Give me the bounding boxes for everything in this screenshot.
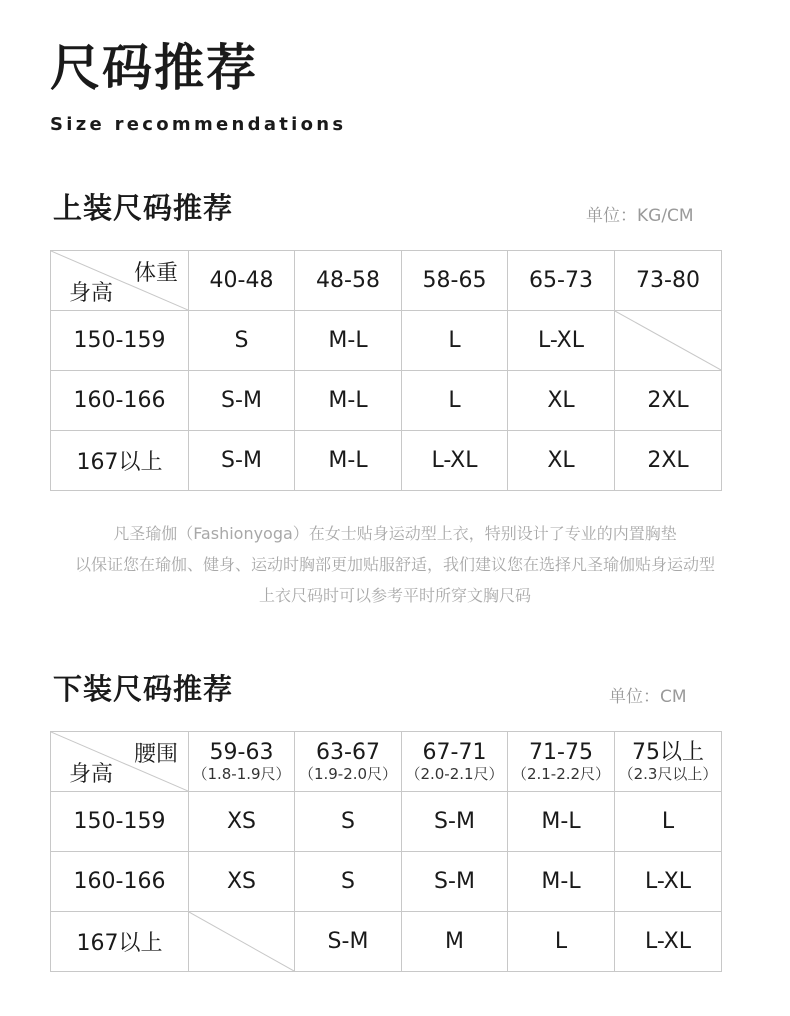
column-header	[615, 732, 722, 792]
corner-header-cell	[51, 251, 189, 311]
size-cell: S	[189, 311, 295, 371]
column-header-range: 59-63	[209, 739, 274, 765]
diagonal-line	[189, 912, 294, 971]
weight-header-label: 体重	[133, 261, 178, 286]
size-cell: S	[295, 852, 402, 912]
column-header: 73-80	[615, 251, 722, 311]
size-cell: XL	[508, 431, 615, 491]
page-subtitle: Size recommendations	[50, 114, 347, 135]
size-cell: S-M	[189, 371, 295, 431]
empty-size-cell	[615, 311, 722, 371]
column-header	[508, 732, 615, 792]
size-cell: S-M	[295, 912, 402, 972]
table-row	[51, 912, 722, 972]
size-cell: 2XL	[615, 431, 722, 491]
size-cell: S	[295, 792, 402, 852]
size-cell: M-L	[295, 431, 402, 491]
table-header-row	[51, 732, 722, 792]
size-cell: XS	[189, 852, 295, 912]
note-line: 上衣尺码时可以参考平时所穿文胸尺码	[258, 586, 531, 605]
size-cell: L	[615, 792, 722, 852]
column-header-chi: （2.0-2.1尺）	[405, 764, 504, 783]
table-header-row	[51, 251, 722, 311]
empty-size-cell	[189, 912, 295, 972]
column-header-chi: （1.8-1.9尺）	[192, 764, 291, 783]
column-header-range: 67-71	[422, 739, 487, 765]
row-header: 167以上	[51, 912, 189, 972]
column-header-chi: （2.3尺以上）	[618, 764, 718, 783]
row-header: 167以上	[51, 431, 189, 491]
size-cell: XL	[508, 371, 615, 431]
table-row	[51, 852, 722, 912]
size-cell: S-M	[402, 852, 508, 912]
fit-note	[0, 518, 790, 611]
bottom-size-table	[50, 731, 722, 972]
size-cell: XS	[189, 792, 295, 852]
row-header: 150-159	[51, 792, 189, 852]
column-header-chi: （1.9-2.0尺）	[298, 764, 398, 783]
size-cell: L	[508, 912, 615, 972]
page-title: 尺码推荐	[50, 39, 258, 97]
height-header-label: 身高	[69, 281, 114, 306]
size-cell: L-XL	[615, 912, 722, 972]
size-cell: L-XL	[402, 431, 508, 491]
height-header-label: 身高	[69, 762, 114, 787]
size-cell: M-L	[295, 311, 402, 371]
size-cell: M-L	[508, 852, 615, 912]
table-row	[51, 792, 722, 852]
column-header: 65-73	[508, 251, 615, 311]
column-header: 48-58	[295, 251, 402, 311]
column-header-range: 75以上	[632, 739, 704, 765]
bottom-section-title: 下装尺码推荐	[53, 672, 234, 706]
size-cell: S-M	[189, 431, 295, 491]
column-header-range: 71-75	[529, 739, 593, 765]
size-cell: M-L	[295, 371, 402, 431]
diagonal-line	[615, 311, 721, 370]
row-header: 160-166	[51, 371, 189, 431]
size-cell: 2XL	[615, 371, 722, 431]
column-header	[295, 732, 402, 792]
size-cell: L	[402, 311, 508, 371]
corner-header-cell	[51, 732, 189, 792]
column-header-chi: （2.1-2.2尺）	[511, 764, 611, 783]
top-section-title: 上装尺码推荐	[53, 191, 234, 225]
bottom-unit-label: 单位：CM	[609, 687, 687, 707]
size-cell: L-XL	[615, 852, 722, 912]
note-line: 凡圣瑜伽（Fashionyoga）在女士贴身运动型上衣，特别设计了专业的内置胸垫	[113, 524, 677, 543]
size-cell: S-M	[402, 792, 508, 852]
size-cell: L-XL	[508, 311, 615, 371]
waist-header-label: 腰围	[133, 742, 178, 767]
top-unit-label: 单位：KG/CM	[586, 206, 694, 226]
column-header	[189, 732, 295, 792]
size-cell: M	[402, 912, 508, 972]
column-header: 40-48	[189, 251, 295, 311]
size-cell: M-L	[508, 792, 615, 852]
size-cell: L	[402, 371, 508, 431]
note-line: 以保证您在瑜伽、健身、运动时胸部更加贴服舒适，我们建议您在选择凡圣瑜伽贴身运动型	[74, 555, 715, 574]
column-header	[402, 732, 508, 792]
table-row	[51, 431, 722, 491]
table-row	[51, 371, 722, 431]
row-header: 160-166	[51, 852, 189, 912]
column-header-range: 63-67	[316, 739, 380, 765]
top-size-table	[50, 250, 722, 491]
column-header: 58-65	[402, 251, 508, 311]
row-header: 150-159	[51, 311, 189, 371]
table-row	[51, 311, 722, 371]
